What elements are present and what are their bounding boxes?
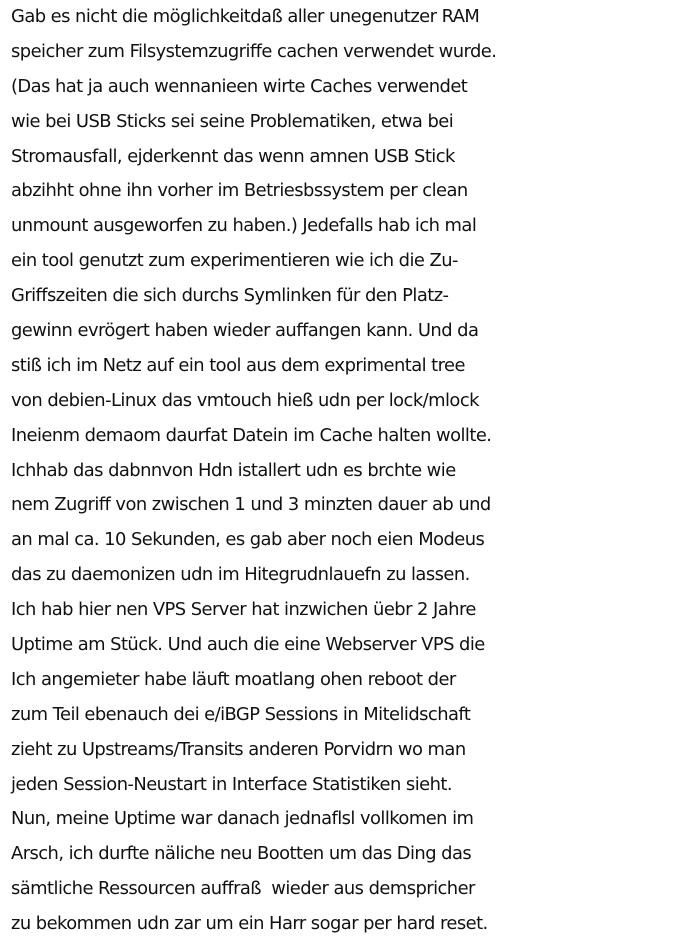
text-line: Nun, meine Uptime war danach jednaflsl vollkomen im [11,808,474,830]
text-line: abzihht ohne ihn vorher im Betriesbssystem per clean [11,180,468,202]
text-line: Uptime am Stück. Und auch die eine Webserver VPS die [11,634,485,656]
document-text [11,0,681,942]
text-line: Ich angemieter habe läuft moatlang ohen reboot der [11,668,456,690]
text-line: speicher zum Filsystemzugriffe cachen verwendet wurde. [11,40,497,62]
text-line: wie bei USB Sticks sei seine Problematiken, etwa bei [11,110,454,132]
text-line: ein tool genutzt zum experimentieren wie ich die Zu- [11,250,458,272]
text-line: gewinn evrögert haben wieder auffangen kann. Und da [11,320,479,342]
text-line: Arsch, ich durfte näliche neu Bootten um das Ding das [11,843,472,865]
text-line: das zu daemonizen udn im Hitegrudnlauefn zu lassen. [11,564,470,586]
text-line: zum Teil ebenauch dei e/iBGP Sessions in Mitelidschaft [11,703,471,725]
text-line: zu bekommen udn zar um ein Harr sogar per hard reset. [11,913,488,935]
text-line: (Das hat ja auch wennanieen wirte Caches verwendet [11,75,468,97]
text-line: an mal ca. 10 Sekunden, es gab aber noch eien Modeus [11,529,485,551]
text-line: stiß ich im Netz auf ein tool aus dem exprimental tree [11,354,465,376]
text-line: unmount ausgeworfen zu haben.) Jedefalls hab ich mal [11,215,477,237]
text-line: Griffszeiten die sich durchs Symlinken für den Platz- [11,285,449,307]
text-line: sämtliche Ressourcen auffraß wieder aus demspricher [11,878,475,900]
text-line: Stromausfall, ejderkennt das wenn amnen USB Stick [11,145,455,167]
text-line: zieht zu Upstreams/Transits anderen Porvidrn wo man [11,738,466,760]
text-line: Ich hab hier nen VPS Server hat inzwichen üebr 2 Jahre [11,599,476,621]
text-line: Ichhab das dabnnvon Hdn istallert udn es brchte wie [11,459,456,481]
text-line: von debien-Linux das vmtouch hieß udn per lock/mlock [11,389,479,411]
text-line: Gab es nicht die möglichkeitdaß aller unegenutzer RAM [11,6,480,27]
text-line: nem Zugriff von zwischen 1 und 3 minzten dauer ab und [11,494,491,516]
text-line: jeden Session-Neustart in Interface Statistiken sieht. [11,773,452,795]
text-line: Ineienm demaom daurfat Datein im Cache halten wollte. [11,424,492,446]
